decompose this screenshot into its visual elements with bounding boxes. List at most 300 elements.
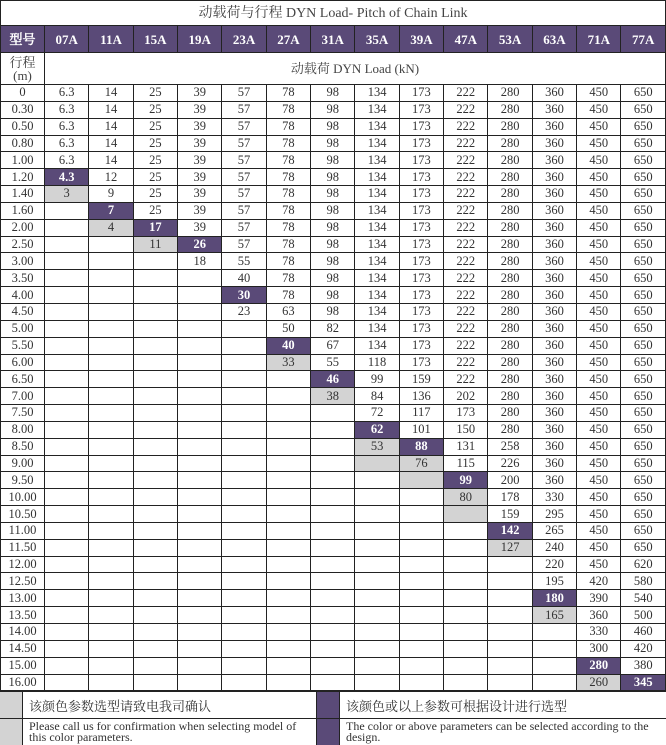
- load-cell: 360: [532, 152, 576, 169]
- load-cell: 33: [266, 354, 310, 371]
- load-cell: 222: [444, 118, 488, 135]
- load-cell: 150: [444, 421, 488, 438]
- load-cell: [45, 556, 89, 573]
- table-row: [1, 236, 666, 253]
- stroke-cell: 6.00: [1, 354, 45, 371]
- stroke-cell: 10.00: [1, 489, 45, 506]
- load-cell: [266, 506, 310, 523]
- load-cell: [355, 539, 399, 556]
- load-cell: [178, 438, 222, 455]
- load-cell: 78: [266, 118, 310, 135]
- load-cell: [266, 371, 310, 388]
- load-cell: [89, 573, 133, 590]
- load-cell: 78: [266, 253, 310, 270]
- load-cell: 360: [532, 287, 576, 304]
- load-cell: 450: [577, 186, 621, 203]
- load-cell: [133, 438, 177, 455]
- load-cell: [355, 489, 399, 506]
- load-cell: 136: [399, 388, 443, 405]
- load-cell: [133, 539, 177, 556]
- load-cell: 78: [266, 219, 310, 236]
- load-cell: 98: [311, 85, 355, 102]
- load-cell: [222, 640, 266, 657]
- load-cell: 650: [621, 118, 666, 135]
- load-cell: [178, 270, 222, 287]
- load-cell: [399, 539, 443, 556]
- load-cell: 98: [311, 186, 355, 203]
- legend-purple-en: The color or above parameters can be selected according to the design.: [346, 719, 649, 745]
- load-cell: 57: [222, 152, 266, 169]
- load-cell: 450: [577, 152, 621, 169]
- load-cell: 134: [355, 135, 399, 152]
- load-cell: [45, 640, 89, 657]
- load-cell: 450: [577, 522, 621, 539]
- table-row: [1, 219, 666, 236]
- load-cell: [45, 506, 89, 523]
- load-cell: 450: [577, 472, 621, 489]
- load-cell: [355, 674, 399, 691]
- load-cell: [399, 506, 443, 523]
- load-cell: 450: [577, 202, 621, 219]
- load-cell: [355, 657, 399, 674]
- model-label: 型号: [1, 26, 45, 53]
- model-47a: 47A: [444, 26, 488, 53]
- load-cell: [444, 607, 488, 624]
- load-cell: [178, 320, 222, 337]
- load-cell: 173: [399, 287, 443, 304]
- load-cell: 222: [444, 135, 488, 152]
- load-cell: [45, 539, 89, 556]
- stroke-label-text: 行程: [9, 54, 36, 70]
- load-cell: 7: [89, 202, 133, 219]
- stroke-cell: 9.50: [1, 472, 45, 489]
- load-cell: 78: [266, 152, 310, 169]
- load-cell: 173: [399, 270, 443, 287]
- load-cell: [178, 388, 222, 405]
- load-cell: 173: [399, 152, 443, 169]
- load-cell: 131: [444, 438, 488, 455]
- load-cell: 222: [444, 101, 488, 118]
- load-cell: [488, 573, 532, 590]
- load-cell: 650: [621, 388, 666, 405]
- load-cell: [133, 405, 177, 422]
- table-row: [1, 556, 666, 573]
- stroke-cell: 3.50: [1, 270, 45, 287]
- load-cell: [45, 573, 89, 590]
- load-cell: 98: [311, 169, 355, 186]
- load-cell: 39: [178, 219, 222, 236]
- load-cell: 3: [45, 186, 89, 203]
- load-cell: 620: [621, 556, 666, 573]
- load-cell: 39: [178, 101, 222, 118]
- stroke-cell: 4.50: [1, 303, 45, 320]
- load-cell: 14: [89, 135, 133, 152]
- load-cell: [133, 354, 177, 371]
- load-cell: [178, 421, 222, 438]
- load-cell: [311, 674, 355, 691]
- load-cell: 202: [444, 388, 488, 405]
- load-cell: 280: [488, 85, 532, 102]
- load-cell: 17: [133, 219, 177, 236]
- load-cell: [45, 472, 89, 489]
- load-cell: 360: [532, 236, 576, 253]
- load-cell: [89, 472, 133, 489]
- load-cell: [133, 590, 177, 607]
- load-cell: 280: [488, 219, 532, 236]
- load-cell: 390: [577, 590, 621, 607]
- load-cell: 173: [399, 202, 443, 219]
- load-cell: [355, 624, 399, 641]
- load-cell: 222: [444, 287, 488, 304]
- load-cell: [89, 270, 133, 287]
- load-cell: [311, 640, 355, 657]
- load-cell: [399, 674, 443, 691]
- load-cell: [399, 522, 443, 539]
- load-cell: 98: [311, 236, 355, 253]
- load-cell: 134: [355, 219, 399, 236]
- load-cell: [133, 674, 177, 691]
- table-row: [1, 506, 666, 523]
- load-cell: 460: [621, 624, 666, 641]
- load-cell: 280: [488, 270, 532, 287]
- load-cell: [311, 455, 355, 472]
- load-cell: [532, 657, 576, 674]
- load-cell: [311, 522, 355, 539]
- load-cell: [222, 522, 266, 539]
- load-cell: 580: [621, 573, 666, 590]
- load-cell: [178, 371, 222, 388]
- load-cell: [488, 674, 532, 691]
- table-row: [1, 590, 666, 607]
- load-cell: 280: [488, 303, 532, 320]
- load-cell: [222, 371, 266, 388]
- load-cell: [488, 607, 532, 624]
- load-cell: [133, 624, 177, 641]
- load-cell: [266, 590, 310, 607]
- grey-swatch: [0, 692, 23, 718]
- load-cell: 127: [488, 539, 532, 556]
- load-cell: [133, 489, 177, 506]
- load-cell: 4.3: [45, 169, 89, 186]
- load-cell: [89, 489, 133, 506]
- load-cell: 78: [266, 101, 310, 118]
- load-cell: 134: [355, 236, 399, 253]
- load-cell: 220: [532, 556, 576, 573]
- table-row: [1, 607, 666, 624]
- load-cell: 173: [399, 85, 443, 102]
- table-row: [1, 438, 666, 455]
- load-cell: 57: [222, 118, 266, 135]
- load-cell: [222, 573, 266, 590]
- load-cell: 134: [355, 118, 399, 135]
- load-cell: 159: [488, 506, 532, 523]
- load-cell: 280: [488, 152, 532, 169]
- load-cell: 55: [222, 253, 266, 270]
- load-cell: [45, 270, 89, 287]
- load-cell: [266, 674, 310, 691]
- load-cell: 540: [621, 590, 666, 607]
- load-cell: 222: [444, 253, 488, 270]
- load-cell: [222, 590, 266, 607]
- load-cell: 98: [311, 287, 355, 304]
- load-cell: 345: [621, 674, 666, 691]
- load-cell: 280: [488, 236, 532, 253]
- load-cell: 173: [444, 405, 488, 422]
- stroke-cell: 5.00: [1, 320, 45, 337]
- stroke-cell: 13.50: [1, 607, 45, 624]
- table-row: [1, 573, 666, 590]
- load-cell: [222, 455, 266, 472]
- load-cell: 72: [355, 405, 399, 422]
- load-cell: 78: [266, 236, 310, 253]
- load-cell: [89, 388, 133, 405]
- load-cell: 280: [488, 186, 532, 203]
- load-cell: [89, 522, 133, 539]
- load-cell: [311, 405, 355, 422]
- stroke-cell: 11.50: [1, 539, 45, 556]
- model-39a: 39A: [399, 26, 443, 53]
- model-71a: 71A: [577, 26, 621, 53]
- load-cell: 650: [621, 135, 666, 152]
- load-cell: [355, 590, 399, 607]
- load-cell: [45, 354, 89, 371]
- load-cell: [488, 657, 532, 674]
- load-cell: 25: [133, 202, 177, 219]
- load-cell: 650: [621, 405, 666, 422]
- load-cell: [222, 320, 266, 337]
- subheader-row: [1, 53, 666, 85]
- stroke-cell: 15.00: [1, 657, 45, 674]
- load-cell: [45, 337, 89, 354]
- load-cell: [89, 354, 133, 371]
- load-cell: 25: [133, 169, 177, 186]
- model-31a: 31A: [311, 26, 355, 53]
- load-cell: [45, 371, 89, 388]
- load-cell: [355, 455, 399, 472]
- load-cell: [266, 388, 310, 405]
- load-cell: 134: [355, 337, 399, 354]
- load-cell: [133, 270, 177, 287]
- load-cell: [399, 640, 443, 657]
- table-title-row: [1, 1, 666, 26]
- load-cell: [89, 438, 133, 455]
- legend-grey: [0, 692, 316, 745]
- load-cell: 67: [311, 337, 355, 354]
- load-cell: [45, 253, 89, 270]
- load-cell: 6.3: [45, 85, 89, 102]
- load-cell: [311, 421, 355, 438]
- load-cell: 26: [178, 236, 222, 253]
- load-cell: [178, 489, 222, 506]
- load-cell: 173: [399, 253, 443, 270]
- load-cell: 14: [89, 118, 133, 135]
- load-cell: 78: [266, 135, 310, 152]
- load-cell: [45, 236, 89, 253]
- load-cell: 39: [178, 169, 222, 186]
- load-cell: 39: [178, 152, 222, 169]
- load-cell: 650: [621, 236, 666, 253]
- table-row: [1, 101, 666, 118]
- load-cell: [355, 472, 399, 489]
- load-cell: 200: [488, 472, 532, 489]
- load-cell: 195: [532, 573, 576, 590]
- stroke-cell: 1.00: [1, 152, 45, 169]
- load-cell: [178, 337, 222, 354]
- load-cell: [45, 607, 89, 624]
- load-cell: 420: [621, 640, 666, 657]
- load-cell: 650: [621, 455, 666, 472]
- load-cell: [178, 405, 222, 422]
- load-cell: 99: [355, 371, 399, 388]
- load-cell: [178, 657, 222, 674]
- load-cell: 30: [222, 287, 266, 304]
- load-cell: 55: [311, 354, 355, 371]
- load-cell: [89, 253, 133, 270]
- load-cell: [178, 539, 222, 556]
- load-cell: 98: [311, 118, 355, 135]
- load-cell: 360: [532, 438, 576, 455]
- load-cell: 180: [532, 590, 576, 607]
- stroke-cell: 7.00: [1, 388, 45, 405]
- load-cell: [133, 607, 177, 624]
- load-cell: [399, 472, 443, 489]
- load-cell: [89, 320, 133, 337]
- load-cell: 360: [532, 405, 576, 422]
- load-cell: [133, 522, 177, 539]
- load-cell: 650: [621, 506, 666, 523]
- legend-grey-en: Please call us for confirmation when selecting model of this color parameters.: [29, 719, 297, 745]
- load-cell: 222: [444, 303, 488, 320]
- load-cell: [222, 472, 266, 489]
- load-cell: [355, 640, 399, 657]
- load-cell: 360: [532, 219, 576, 236]
- load-cell: 6.3: [45, 152, 89, 169]
- stroke-cell: 10.50: [1, 506, 45, 523]
- load-cell: 650: [621, 354, 666, 371]
- table-row: [1, 455, 666, 472]
- model-07a: 07A: [45, 26, 89, 53]
- load-cell: 222: [444, 236, 488, 253]
- load-cell: [222, 607, 266, 624]
- model-23a: 23A: [222, 26, 266, 53]
- load-cell: [89, 657, 133, 674]
- load-cell: 450: [577, 455, 621, 472]
- load-cell: 14: [89, 85, 133, 102]
- load-cell: 18: [178, 253, 222, 270]
- load-cell: 265: [532, 522, 576, 539]
- load-cell: 360: [532, 202, 576, 219]
- load-cell: 57: [222, 169, 266, 186]
- load-cell: 11: [133, 236, 177, 253]
- load-cell: 360: [532, 303, 576, 320]
- load-cell: 380: [621, 657, 666, 674]
- legend-purple: [316, 692, 666, 745]
- load-cell: 99: [444, 472, 488, 489]
- load-cell: [178, 640, 222, 657]
- load-cell: 650: [621, 337, 666, 354]
- load-cell: [399, 607, 443, 624]
- load-cell: [178, 287, 222, 304]
- load-cell: [311, 438, 355, 455]
- load-cell: 280: [488, 405, 532, 422]
- load-cell: 650: [621, 270, 666, 287]
- load-cell: 40: [222, 270, 266, 287]
- load-cell: 450: [577, 371, 621, 388]
- load-cell: [45, 202, 89, 219]
- load-cell: 46: [311, 371, 355, 388]
- load-cell: 650: [621, 371, 666, 388]
- load-cell: 98: [311, 101, 355, 118]
- load-cell: 101: [399, 421, 443, 438]
- load-cell: [178, 607, 222, 624]
- load-cell: 39: [178, 202, 222, 219]
- load-cell: [222, 354, 266, 371]
- load-cell: 173: [399, 354, 443, 371]
- load-cell: 450: [577, 118, 621, 135]
- table-row: [1, 152, 666, 169]
- table-row: [1, 253, 666, 270]
- load-cell: [89, 640, 133, 657]
- load-cell: 450: [577, 303, 621, 320]
- load-cell: 650: [621, 101, 666, 118]
- load-cell: 98: [311, 202, 355, 219]
- load-cell: 25: [133, 186, 177, 203]
- load-cell: 240: [532, 539, 576, 556]
- load-cell: 420: [577, 573, 621, 590]
- load-cell: 360: [532, 371, 576, 388]
- load-cell: 330: [577, 624, 621, 641]
- load-cell: [311, 607, 355, 624]
- load-cell: [133, 253, 177, 270]
- stroke-unit: (m): [13, 67, 32, 83]
- load-cell: 98: [311, 303, 355, 320]
- load-cell: [222, 421, 266, 438]
- load-cell: 280: [488, 118, 532, 135]
- model-53a: 53A: [488, 26, 532, 53]
- load-cell: 360: [532, 118, 576, 135]
- load-cell: 258: [488, 438, 532, 455]
- load-cell: 295: [532, 506, 576, 523]
- load-cell: 165: [532, 607, 576, 624]
- load-cell: 118: [355, 354, 399, 371]
- load-cell: 650: [621, 421, 666, 438]
- load-cell: [178, 522, 222, 539]
- load-cell: 650: [621, 186, 666, 203]
- load-cell: [89, 590, 133, 607]
- load-cell: [133, 421, 177, 438]
- load-cell: [311, 573, 355, 590]
- table-row: [1, 202, 666, 219]
- load-cell: 450: [577, 438, 621, 455]
- load-cell: 360: [532, 421, 576, 438]
- load-cell: 450: [577, 135, 621, 152]
- load-cell: [133, 472, 177, 489]
- load-cell: [311, 657, 355, 674]
- load-cell: [89, 405, 133, 422]
- load-cell: 57: [222, 85, 266, 102]
- load-cell: [532, 640, 576, 657]
- load-cell: 57: [222, 202, 266, 219]
- load-cell: 25: [133, 118, 177, 135]
- load-cell: [89, 287, 133, 304]
- load-cell: [178, 354, 222, 371]
- load-cell: 50: [266, 320, 310, 337]
- load-cell: [444, 556, 488, 573]
- load-cell: [311, 556, 355, 573]
- load-cell: [178, 303, 222, 320]
- stroke-cell: 0.80: [1, 135, 45, 152]
- load-cell: 450: [577, 287, 621, 304]
